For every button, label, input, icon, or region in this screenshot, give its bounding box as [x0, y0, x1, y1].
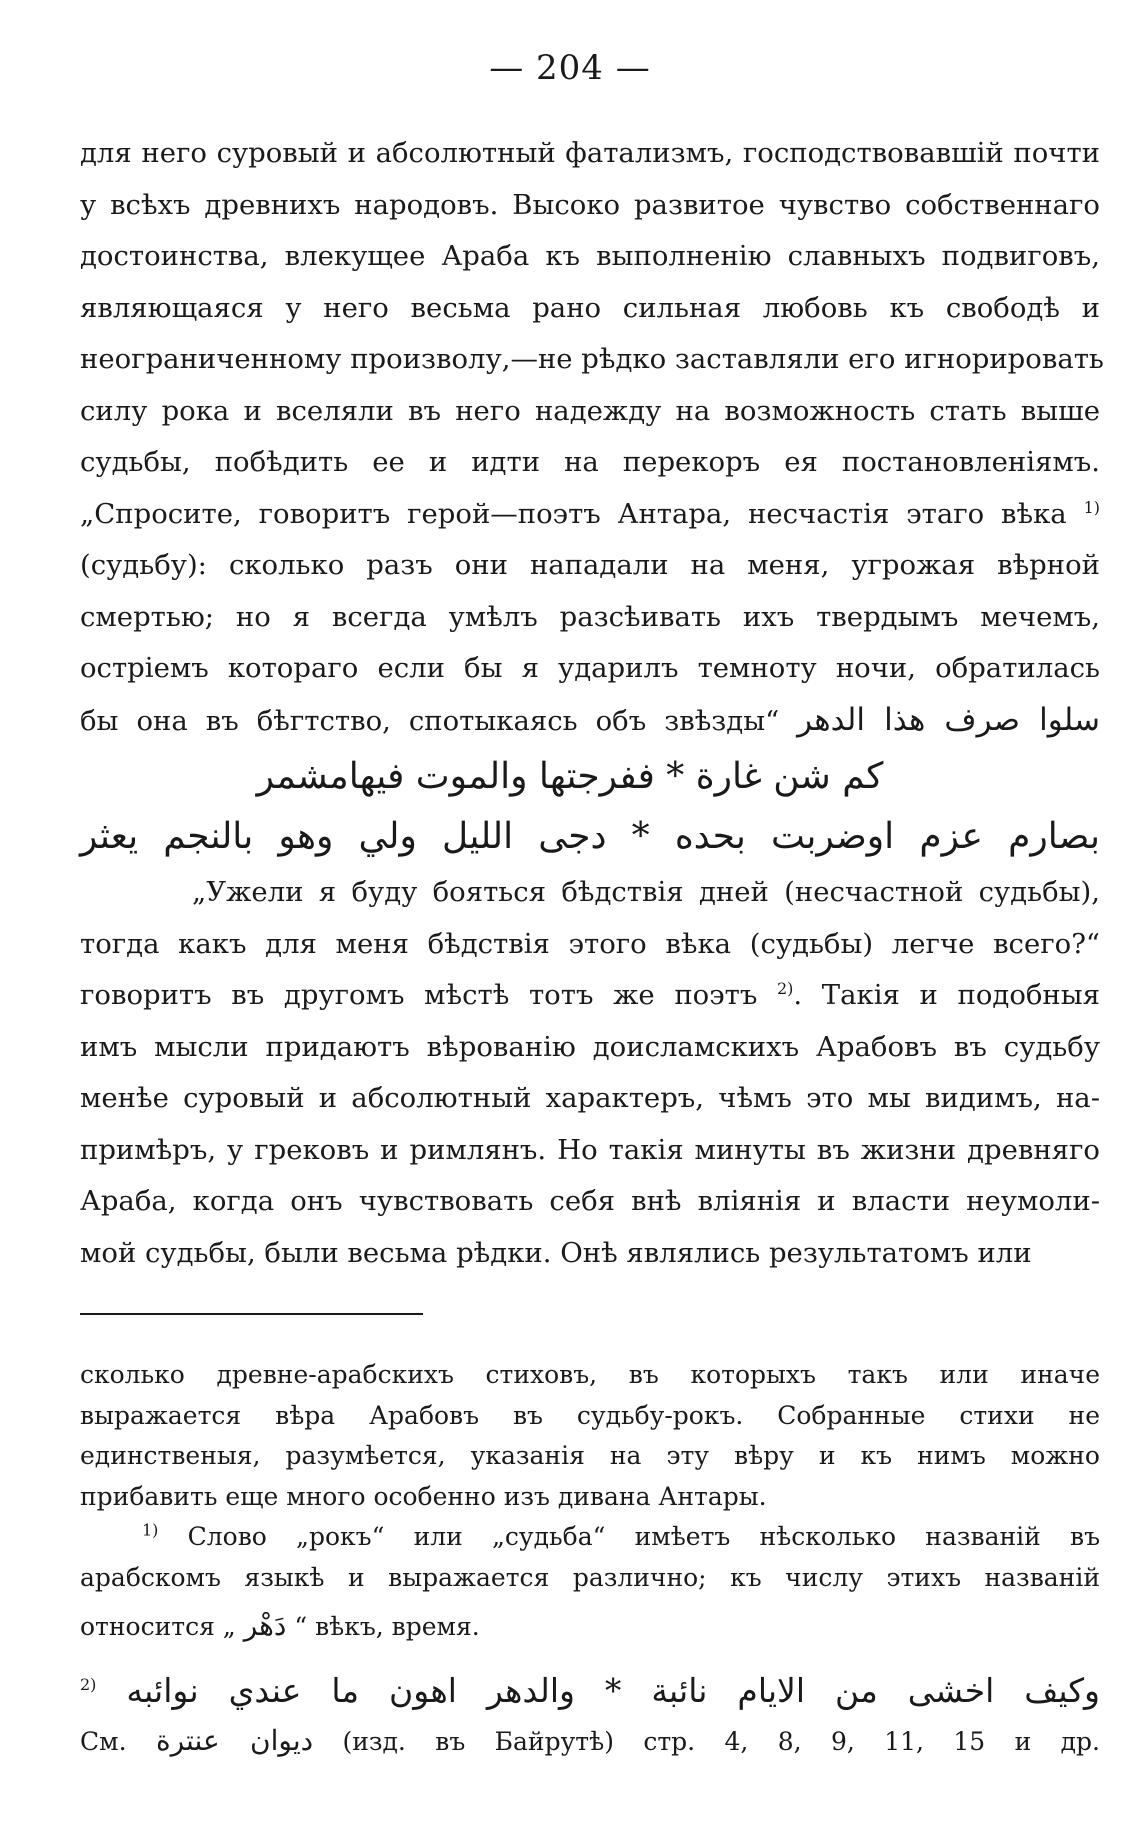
footnote-divider	[80, 1313, 423, 1315]
arabic-verse: كم شن غارة * ففرجتها والموت فيهامشمر	[256, 756, 884, 797]
footnote-line: единственыя, разумѣется, указанія на эту вѣру и къ нимъ можно	[80, 1441, 1100, 1470]
main-text	[80, 128, 1104, 1279]
arabic-inline-quote: سلوا صرف هذا الدهر	[797, 701, 1100, 738]
text-line-content: говоритъ въ другомъ мѣстѣ тотъ же поэтъ	[80, 979, 758, 1011]
footnote-2	[80, 1661, 1100, 1721]
text-line-content: „Спросите, говоритъ герой—поэтъ Антара, несчастія этаго вѣка	[80, 497, 1067, 530]
footnote-ref-2: 2)	[776, 978, 794, 998]
text-line	[80, 489, 1100, 541]
text-line: для него суровый и абсолютный фатализмъ, господствовавшій почти	[80, 137, 1100, 169]
text-line: у всѣхъ древнихъ народовъ. Высоко развитое чувство собственнаго	[80, 188, 1100, 221]
text-line: (судьбу): сколько разъ они нападали на меня, угрожая вѣрной	[80, 549, 1100, 581]
text-line: смертью; но я всегда умѣлъ разсѣивать ихъ твердымъ мечемъ,	[80, 600, 1100, 633]
footnote-reference	[80, 1721, 1100, 1762]
text-line: неограниченному произволу,—не рѣдко заставляли его игнорировать	[80, 343, 1104, 375]
text-line: остріемъ котораго если бы я ударилъ темноту ночи, обратилась	[80, 652, 1100, 684]
footnote-text: относится „	[80, 1612, 236, 1641]
footnote-text: (изд. въ Байрутѣ) стр. 4, 8, 9, 11, 15 и др.	[342, 1727, 1100, 1756]
text-line-tail: . Такія и подобныя	[793, 979, 1100, 1011]
text-line-with-arabic	[80, 695, 1100, 748]
footnote-marker: 2)	[80, 1675, 97, 1694]
arabic-verse: وكيف اخشى من الايام نائبة * والدهر اهون ما عندي نوائبه	[126, 1671, 1100, 1710]
text-line: „Ужели я буду бояться бѣдствія дней (несчастной судьбы),	[192, 876, 1100, 908]
footnote-line: сколько древне-арабскихъ стиховъ, въ которыхъ такъ или иначе	[80, 1360, 1100, 1389]
footnotes	[80, 1355, 1100, 1762]
text-line: тогда какъ для меня бѣдствія этого вѣка (судьбы) легче всего?“	[80, 927, 1100, 960]
footnote-line: прибавить еще много особенно изъ дивана Антары.	[80, 1481, 767, 1511]
footnote-1	[80, 1517, 1100, 1558]
text-line: примѣръ, у грековъ и римлянъ. Но такія минуты въ жизни древняго	[80, 1133, 1100, 1166]
arabic-title: ديوان عنترة	[155, 1724, 314, 1757]
arabic-word: دَهْر	[243, 1609, 287, 1642]
footnote-line: арабскомъ языкѣ и выражается различно; къ числу этихъ названій	[80, 1562, 1100, 1592]
text-line: мой судьбы, были весьма рѣдки. Онѣ являлись результатомъ или	[80, 1236, 1032, 1269]
text-line-content: бы она въ бѣгтство, спотыкаясь объ звѣзды“	[80, 704, 780, 737]
text-line: силу рока и вселяли въ него надежду на возможность стать выше	[80, 394, 1100, 427]
footnote-text: “ вѣкъ, время.	[294, 1612, 480, 1641]
text-line	[80, 970, 1100, 1022]
text-line: достоинства, влекущее Араба къ выполненію славныхъ подвиговъ,	[80, 240, 1100, 272]
footnote-line	[80, 1598, 1100, 1655]
text-line: Араба, когда онъ чувствовать себя внѣ вліянія и власти неумоли-	[80, 1185, 1100, 1217]
text-line: являющаяся у него весьма рано сильная любовь къ свободѣ и	[80, 291, 1100, 324]
text-line: судьбы, побѣдить ее и идти на перекоръ ея постановленіямъ.	[80, 446, 1100, 478]
footnote-ref-1: 1)	[1083, 497, 1101, 517]
footnote-line: Слово „рокъ“ или „судьба“ имѣетъ нѣсколько названій въ	[187, 1522, 1100, 1551]
arabic-verse: بصارم عزم اوضربت بحده * دجى الليل ولي وهو بالنجم يعثر	[80, 816, 1100, 857]
text-line: имъ мысли придаютъ вѣрованію доисламскихъ Арабовъ въ судьбу	[80, 1030, 1100, 1063]
text-line: менѣе суровый и абсолютный характеръ, чѣмъ это мы видимъ, на-	[80, 1082, 1100, 1114]
page-number: — 204 —	[489, 48, 651, 88]
footnote-marker: 1)	[142, 1520, 159, 1540]
footnote-line: выражается вѣра Арабовъ въ судьбу-рокъ. Собранные стихи не	[80, 1400, 1100, 1430]
footnote-text: См.	[80, 1727, 127, 1756]
